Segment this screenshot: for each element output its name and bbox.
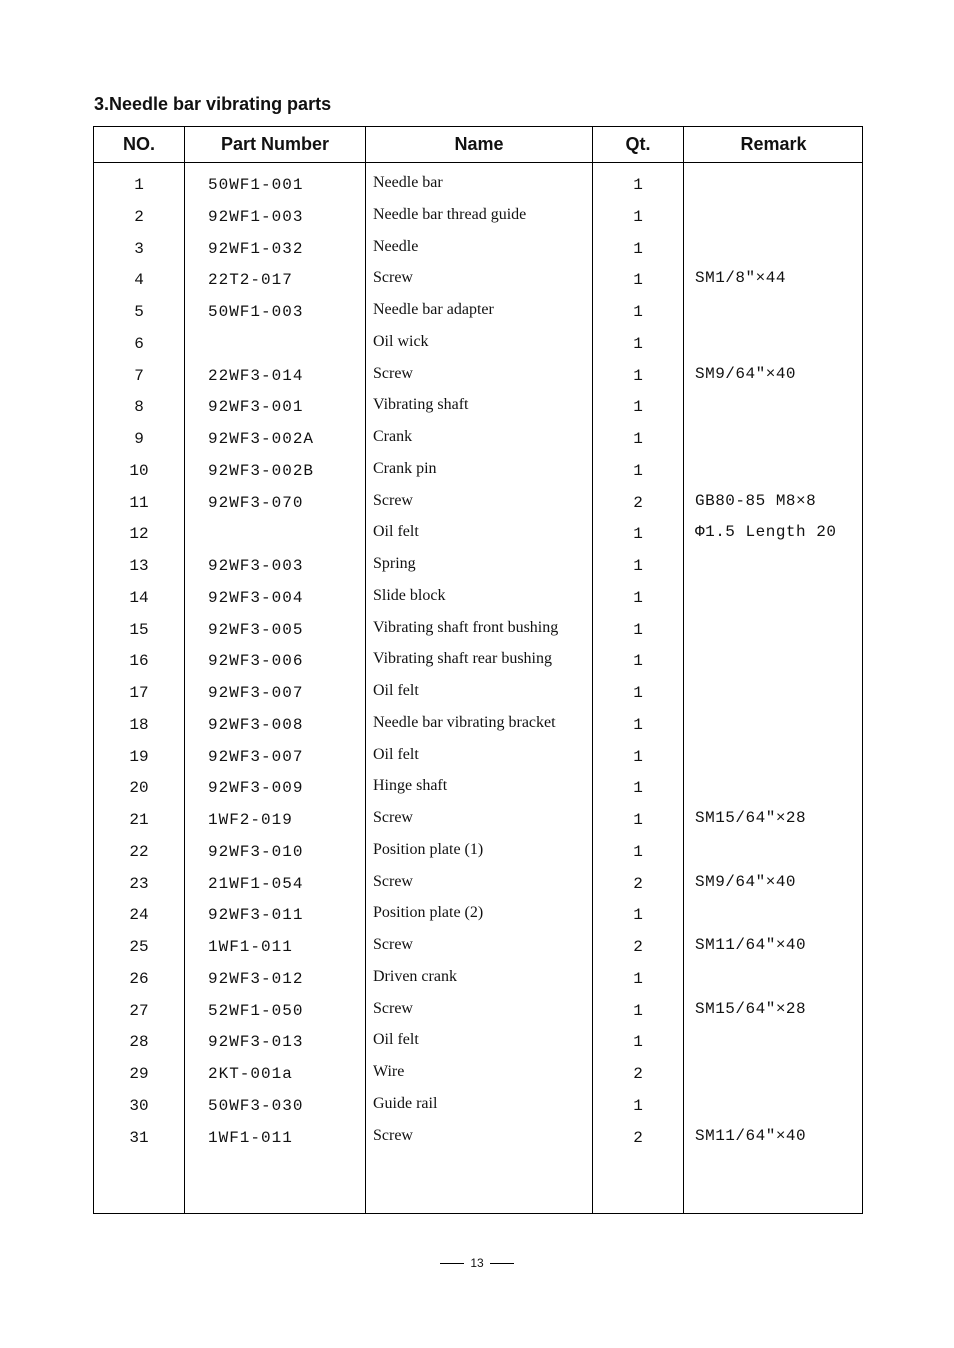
cell-no: 5 (134, 303, 144, 321)
cell-remark (695, 1088, 865, 1120)
cell-name: Vibrating shaft rear bushing (373, 650, 552, 668)
cell-part-number: 92WF3-013 (208, 1033, 304, 1052)
cell-name: Screw (373, 491, 413, 509)
table-row (94, 360, 862, 392)
cell-name: Hinge shaft (373, 777, 448, 795)
cell-qty: 2 (633, 938, 643, 956)
cell-qty: 1 (633, 811, 643, 829)
cell-qty: 2 (633, 874, 643, 893)
cell-part-number: 92WF3-007 (208, 747, 304, 766)
cell-part-number: 92WF3-008 (208, 715, 304, 734)
cell-qty: 1 (633, 525, 643, 544)
cell-part-number: 92WF3-007 (208, 684, 304, 702)
cell-no: 25 (129, 938, 149, 956)
cell-part-number: 50WF1-003 (208, 303, 304, 321)
table-row (94, 709, 862, 741)
cell-remark: SM15/64″×28 (695, 999, 807, 1018)
cell-name: Needle bar thread guide (373, 205, 527, 223)
cell-no: 31 (129, 1128, 149, 1147)
table-row (94, 201, 862, 233)
cell-name: Screw (373, 1126, 413, 1144)
cell-qty: 1 (633, 398, 643, 417)
table-row (94, 1026, 862, 1058)
cell-name: Needle bar (373, 174, 443, 191)
cell-remark: Φ1.5 Length 20 (695, 523, 837, 542)
cell-name: Screw (373, 809, 413, 826)
header-part-number: Part Number (220, 134, 330, 154)
cell-qty: 1 (633, 747, 643, 766)
cell-remark (695, 739, 865, 771)
cell-part-number: 92WF1-003 (208, 207, 304, 226)
cell-name: Position plate (2) (373, 904, 484, 922)
cell-remark (695, 612, 865, 644)
cell-no: 4 (134, 271, 144, 290)
cell-part-number: 92WF3-002B (208, 461, 315, 480)
cell-qty: 1 (633, 906, 643, 925)
cell-part-number (208, 518, 368, 550)
cell-name: Vibrating shaft (373, 396, 469, 414)
cell-qty: 1 (633, 239, 643, 258)
cell-no: 13 (129, 557, 149, 575)
cell-no: 22 (129, 842, 149, 861)
table-row (94, 899, 862, 931)
cell-remark (695, 834, 865, 866)
cell-part-number: 22T2-017 (208, 271, 293, 290)
cell-part-number: 1WF1-011 (208, 1128, 293, 1147)
cell-part-number: 92WF3-011 (208, 906, 304, 925)
cell-name: Vibrating shaft front bushing (373, 618, 559, 636)
table-row (94, 645, 862, 677)
cell-name: Oil felt (373, 745, 419, 763)
cell-part-number: 50WF3-030 (208, 1096, 304, 1115)
cell-name: Crank (373, 428, 413, 445)
table-row (94, 423, 862, 455)
cell-part-number: 92WF3-006 (208, 652, 304, 671)
parts-table (93, 126, 863, 1214)
cell-remark (695, 389, 865, 421)
cell-part-number: 22WF3-014 (208, 366, 304, 385)
cell-remark: SM9/64″×40 (695, 872, 797, 891)
cell-no: 30 (129, 1096, 149, 1115)
table-row (94, 804, 862, 836)
cell-remark (695, 643, 865, 675)
cell-remark (695, 897, 865, 929)
table-row (94, 995, 862, 1027)
cell-remark (695, 548, 865, 580)
table-row (94, 582, 862, 614)
cell-no: 24 (129, 906, 149, 925)
cell-no: 6 (134, 334, 144, 353)
table-row (94, 169, 862, 201)
header-remark: Remark (740, 134, 807, 154)
cell-remark (695, 231, 865, 263)
cell-qty: 1 (633, 842, 643, 861)
cell-no: 8 (134, 398, 144, 417)
cell-name: Needle bar adapter (373, 301, 494, 318)
cell-no: 23 (129, 874, 149, 893)
table-row (94, 328, 862, 360)
table-row (94, 931, 862, 963)
cell-qty: 1 (633, 1001, 643, 1020)
cell-qty: 1 (633, 779, 643, 798)
cell-qty: 1 (633, 620, 643, 639)
cell-no: 17 (129, 684, 149, 702)
cell-name: Needle bar vibrating bracket (373, 713, 556, 731)
cell-remark: SM15/64″×28 (695, 809, 807, 827)
cell-remark (695, 1056, 865, 1088)
cell-part-number: 92WF3-003 (208, 557, 304, 575)
cell-remark (695, 707, 865, 739)
cell-qty: 1 (633, 1096, 643, 1115)
cell-no: 2 (134, 207, 144, 226)
cell-part-number: 52WF1-050 (208, 1001, 304, 1020)
cell-no: 9 (134, 430, 144, 448)
cell-no: 11 (129, 493, 149, 512)
cell-no: 14 (129, 588, 149, 607)
page-footer (0, 1256, 954, 1270)
table-row (94, 772, 862, 804)
cell-remark: SM9/64″×40 (695, 364, 797, 383)
table-row (94, 836, 862, 868)
cell-part-number: 1WF1-011 (208, 938, 293, 956)
page-number: 13 (470, 1256, 484, 1270)
cell-no: 27 (129, 1001, 149, 1020)
header-qty: Qt. (625, 134, 651, 154)
cell-no: 15 (129, 620, 149, 639)
cell-name: Screw (373, 269, 413, 287)
cell-remark: SM11/64″×40 (695, 936, 807, 954)
cell-name: Oil felt (373, 682, 419, 699)
cell-remark (695, 326, 865, 358)
cell-part-number: 92WF3-002A (208, 430, 315, 448)
cell-name: Guide rail (373, 1094, 438, 1112)
cell-name: Screw (373, 999, 413, 1017)
cell-name: Screw (373, 364, 413, 382)
cell-part-number: 1WF2-019 (208, 811, 293, 829)
cell-no: 29 (129, 1065, 149, 1083)
footer-rule (490, 1263, 514, 1264)
cell-no: 28 (129, 1033, 149, 1052)
section-title: 3.Needle bar vibrating parts (94, 94, 332, 114)
cell-no: 20 (129, 779, 149, 798)
table-row (94, 487, 862, 519)
cell-remark (695, 167, 865, 199)
table-header (94, 127, 862, 163)
cell-qty: 1 (633, 207, 643, 226)
cell-part-number: 92WF1-032 (208, 239, 304, 258)
cell-no: 10 (129, 461, 149, 480)
cell-remark: GB80-85 M8×8 (695, 491, 817, 510)
table-row (94, 233, 862, 265)
cell-remark: SM11/64″×40 (695, 1126, 807, 1145)
cell-remark: SM1/8″×44 (695, 269, 786, 288)
cell-qty: 1 (633, 1033, 643, 1052)
cell-part-number: 92WF3-010 (208, 842, 304, 861)
cell-name: Oil felt (373, 523, 419, 541)
cell-remark (695, 770, 865, 802)
cell-qty: 1 (633, 366, 643, 385)
cell-name: Crank pin (373, 459, 437, 477)
cell-qty: 1 (633, 271, 643, 290)
table-row (94, 868, 862, 900)
table-row (94, 1058, 862, 1090)
cell-no: 3 (134, 239, 144, 258)
cell-name: Oil wick (373, 332, 429, 350)
table-row (94, 1122, 862, 1154)
cell-qty: 1 (633, 557, 643, 575)
cell-name: Position plate (1) (373, 840, 484, 858)
table-row (94, 550, 862, 582)
table-row (94, 518, 862, 550)
table-row (94, 391, 862, 423)
cell-remark (695, 453, 865, 485)
cell-name: Needle (373, 237, 419, 255)
footer-rule (440, 1263, 464, 1264)
cell-remark (695, 199, 865, 231)
cell-name: Wire (373, 1063, 405, 1080)
cell-no: 16 (129, 652, 149, 671)
cell-part-number: 92WF3-004 (208, 588, 304, 607)
cell-qty: 2 (633, 1128, 643, 1147)
table-row (94, 741, 862, 773)
cell-name: Driven crank (373, 967, 457, 985)
cell-part-number: 50WF1-001 (208, 176, 304, 194)
cell-no: 19 (129, 747, 149, 766)
table-row (94, 677, 862, 709)
table-row (94, 296, 862, 328)
cell-remark (695, 1024, 865, 1056)
cell-qty: 1 (633, 715, 643, 734)
cell-qty: 1 (633, 969, 643, 988)
cell-part-number: 92WF3-001 (208, 398, 304, 417)
cell-part-number (208, 328, 368, 360)
cell-part-number: 2KT-001a (208, 1065, 293, 1083)
table-row (94, 1090, 862, 1122)
cell-qty: 1 (633, 588, 643, 607)
cell-no: 18 (129, 715, 149, 734)
cell-part-number: 92WF3-005 (208, 620, 304, 639)
table-row (94, 264, 862, 296)
cell-part-number: 92WF3-012 (208, 969, 304, 988)
cell-qty: 2 (633, 493, 643, 512)
cell-remark (695, 294, 865, 326)
cell-part-number: 92WF3-070 (208, 493, 304, 512)
cell-no: 12 (129, 525, 149, 544)
cell-qty: 1 (633, 430, 643, 448)
cell-no: 1 (134, 176, 144, 194)
cell-qty: 1 (633, 303, 643, 321)
cell-qty: 1 (633, 652, 643, 671)
table-row (94, 455, 862, 487)
cell-remark (695, 961, 865, 993)
cell-qty: 1 (633, 176, 643, 194)
cell-name: Oil felt (373, 1031, 419, 1049)
cell-remark (695, 580, 865, 612)
cell-no: 21 (129, 811, 149, 829)
cell-qty: 2 (633, 1065, 643, 1083)
cell-part-number: 21WF1-054 (208, 874, 304, 893)
cell-name: Screw (373, 872, 413, 890)
table-row (94, 963, 862, 995)
cell-remark (695, 421, 865, 453)
cell-name: Spring (373, 555, 416, 572)
header-name: Name (454, 134, 504, 154)
cell-qty: 1 (633, 684, 643, 702)
table-row (94, 614, 862, 646)
cell-qty: 1 (633, 334, 643, 353)
cell-part-number: 92WF3-009 (208, 779, 304, 798)
cell-no: 7 (134, 366, 144, 385)
cell-name: Slide block (373, 586, 446, 604)
cell-name: Screw (373, 936, 413, 953)
header-no: NO. (122, 134, 155, 154)
cell-no: 26 (129, 969, 149, 988)
cell-qty: 1 (633, 461, 643, 480)
cell-remark (695, 675, 865, 707)
